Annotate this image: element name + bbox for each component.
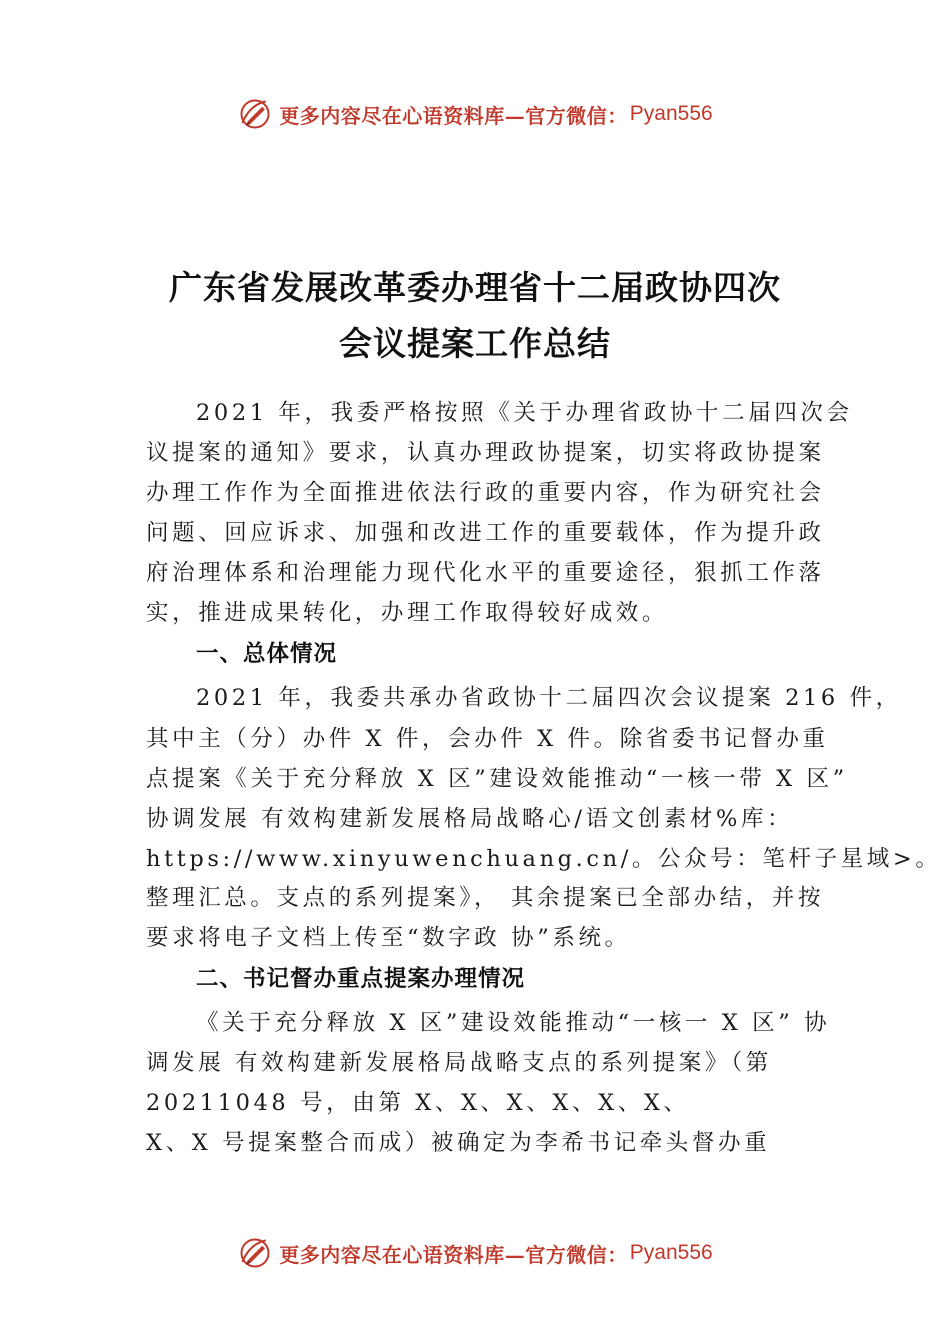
- pen-logo-icon: [237, 1235, 273, 1271]
- intro-line: 问题、回应诉求、加强和改进工作的重要载体，作为提升政: [146, 520, 825, 546]
- section1-line: 协调发展 有效构建新发展格局战略心/语文创素材%库：: [146, 806, 794, 832]
- intro-line: 府治理体系和治理能力现代化水平的重要途径，狠抓工作落: [146, 560, 825, 586]
- watermark-text: 更多内容尽在心语资料库—官方微信：: [279, 103, 628, 128]
- pen-logo-icon: [237, 96, 273, 132]
- section2-line: X、X 号提案整合而成）被确定为李希书记牵头督办重: [146, 1130, 771, 1156]
- section2-line: 《关于充分释放 X 区”建设效能推动“一核一 X 区” 协: [196, 1010, 831, 1036]
- section1-line: https://www.xinyuwenchuang.cn/。公众号：笔杆子星域>。: [146, 846, 942, 872]
- intro-line: 办理工作作为全面推进依法行政的重要内容，作为研究社会: [146, 480, 825, 506]
- section1-line: 其中主（分）办件 X 件，会办件 X 件。除省委书记督办重: [146, 726, 829, 752]
- section2-line: 调发展 有效构建新发展格局战略支点的系列提案》（第: [146, 1050, 772, 1076]
- watermark-handle: Pyan556: [629, 102, 713, 125]
- watermark-banner-top: [0, 92, 950, 136]
- watermark-text: 更多内容尽在心语资料库—官方微信：: [279, 1242, 628, 1267]
- section1-line: 点提案《关于充分释放 X 区”建设效能推动“一核一带 X 区”: [146, 766, 848, 792]
- section-heading-overview: 一、总体情况: [196, 641, 338, 667]
- section1-line: 整理汇总。支点的系列提案》， 其余提案已全部办结，并按: [146, 885, 825, 911]
- document-title-line-2: 会议提案工作总结: [339, 324, 611, 363]
- intro-line: 实，推进成果转化，办理工作取得较好成效。: [146, 600, 669, 626]
- section1-line: 要求将电子文档上传至“数字政 协”系统。: [146, 925, 631, 951]
- section-heading-key-proposals: 二、书记督办重点提案办理情况: [196, 966, 526, 992]
- watermark-banner-bottom: [0, 1231, 950, 1275]
- section2-line: 20211048 号，由第 X、X、X、X、X、X、: [146, 1090, 690, 1116]
- section1-line: 2021 年，我委共承办省政协十二届四次会议提案 216 件，: [196, 685, 902, 711]
- intro-line: 议提案的通知》要求，认真办理政协提案，切实将政协提案: [146, 440, 825, 466]
- intro-line: 2021 年，我委严格按照《关于办理省政协十二届四次会: [196, 400, 853, 426]
- document-title-line-1: 广东省发展改革委办理省十二届政协四次: [169, 268, 781, 307]
- watermark-handle: Pyan556: [629, 1241, 713, 1264]
